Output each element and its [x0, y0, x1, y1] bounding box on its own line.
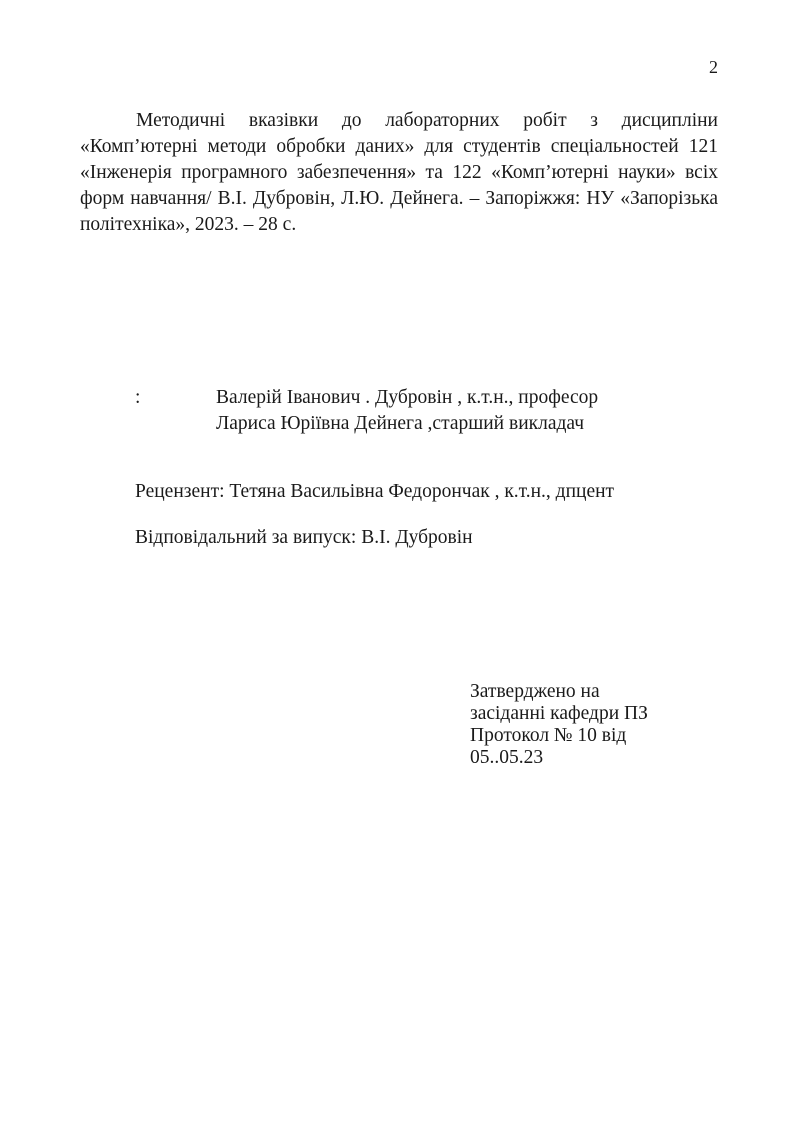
page-number: 2 — [709, 57, 718, 77]
annotation-paragraph: Методичні вказівки до лабораторних робіт з дисципліни «Комп’ютерні методи обробки даних» для студентів спеціальностей 121 «Інженерія програмного забезпечення» та 122 «Комп’ютерні науки» всіх форм навчання/ В.І. Дубровін, Л.Ю. Дейнега. – Запоріжжя: НУ «Запорізька політехніка», 2023. – 28 с. — [80, 110, 718, 235]
approval-line: Протокол № 10 від — [470, 725, 627, 746]
approval-line: засіданні кафедри ПЗ — [470, 703, 648, 724]
responsible-line: Відповідальний за випуск: В.І. Дубровін — [135, 527, 473, 548]
approval-line: Затверджено на — [470, 681, 600, 702]
author-line: Лариса Юріївна Дейнега ,старший викладач — [216, 413, 585, 434]
approval-block — [470, 681, 648, 769]
authors-colon: : — [135, 387, 141, 408]
authors-block — [135, 385, 599, 437]
author-line: Валерій Іванович . Дубровін , к.т.н., професор — [216, 387, 599, 408]
approval-line: 05..05.23 — [470, 747, 544, 768]
reviewer-line: Рецензент: Тетяна Васильівна Федорончак , к.т.н., дпцент — [135, 481, 615, 502]
